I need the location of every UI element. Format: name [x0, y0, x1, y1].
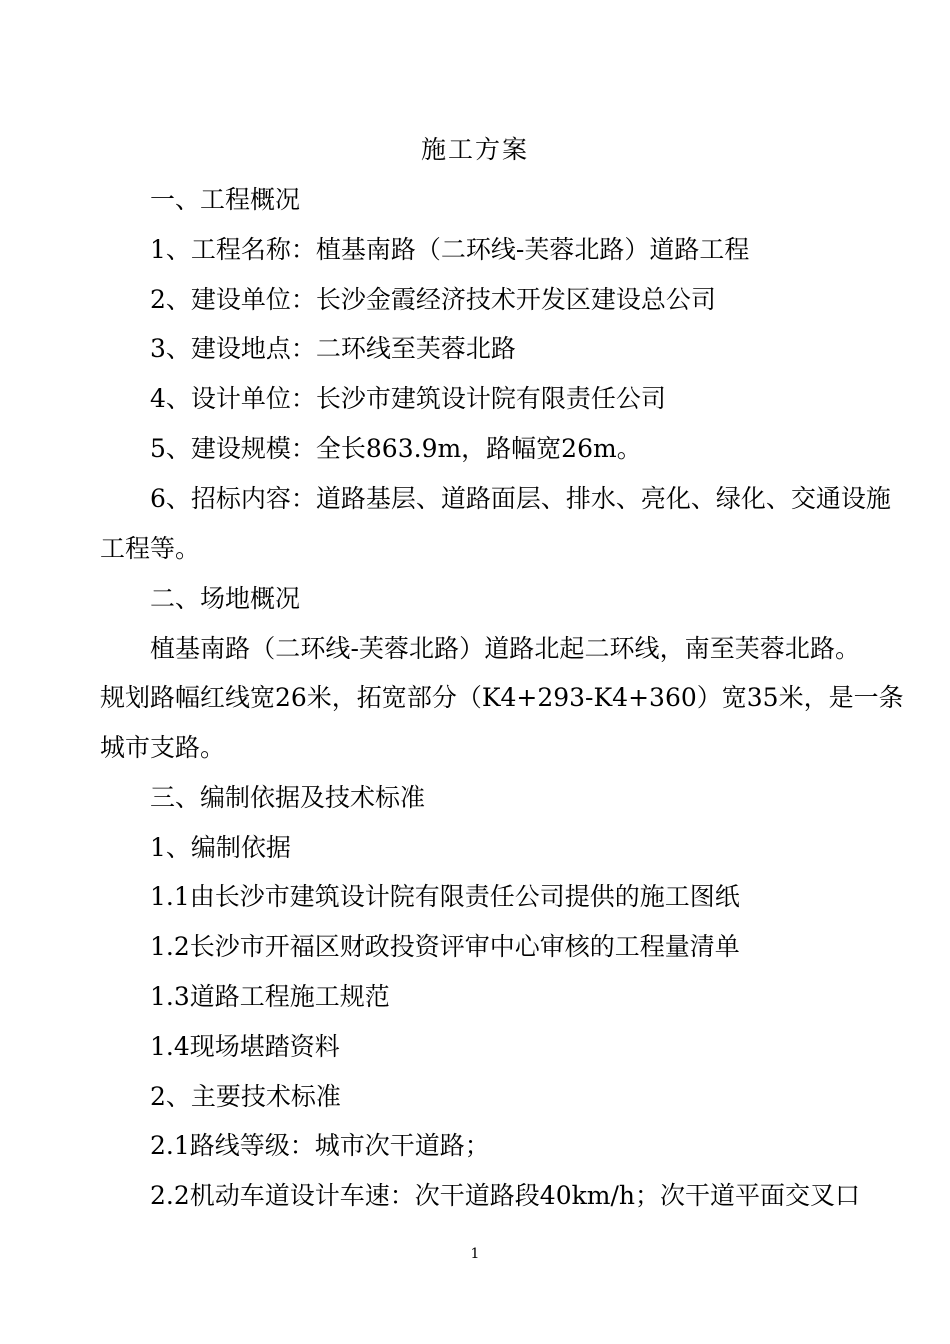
section-heading-site-overview: 二、场地概况 — [150, 584, 301, 613]
design-unit-line: 4、设计单位：长沙市建筑设计院有限责任公司 — [150, 384, 666, 413]
page-number: 1 — [470, 1246, 480, 1262]
section-heading-basis-standards: 三、编制依据及技术标准 — [150, 783, 426, 812]
basis-item-1-4: 1.4现场堪踏资料 — [150, 1032, 340, 1061]
construction-location-line: 3、建设地点：二环线至芙蓉北路 — [150, 334, 516, 363]
basis-item-1-2: 1.2长沙市开福区财政投资评审中心审核的工程量清单 — [150, 932, 740, 961]
standard-item-2-2: 2.2机动车道设计车速：次干道路段40km/h；次干道平面交叉口 — [150, 1181, 860, 1210]
construction-unit-line: 2、建设单位：长沙金霞经济技术开发区建设总公司 — [150, 285, 716, 314]
site-overview-line-1: 植基南路（二环线-芙蓉北路）道路北起二环线，南至芙蓉北路。 — [150, 634, 860, 663]
site-overview-line-2: 规划路幅红线宽26米，拓宽部分（K4+293-K4+360）宽35米，是一条 — [100, 683, 904, 712]
project-name-line: 1、工程名称：植基南路（二环线-芙蓉北路）道路工程 — [150, 235, 750, 264]
document-title: 施工方案 — [420, 135, 529, 164]
site-overview-line-3: 城市支路。 — [100, 733, 226, 762]
section-heading-project-overview: 一、工程概况 — [150, 185, 301, 214]
basis-item-1-1: 1.1由长沙市建筑设计院有限责任公司提供的施工图纸 — [150, 882, 740, 911]
bid-content-continuation: 工程等。 — [100, 534, 201, 563]
standard-item-2-1: 2.1路线等级：城市次干道路； — [150, 1131, 490, 1160]
construction-scale-line: 5、建设规模：全长863.9m，路幅宽26m。 — [150, 434, 642, 463]
bid-content-line: 6、招标内容：道路基层、道路面层、排水、亮化、绿化、交通设施 — [150, 484, 891, 513]
basis-item-1-3: 1.3道路工程施工规范 — [150, 982, 390, 1011]
subheading-technical-standards: 2、主要技术标准 — [150, 1082, 341, 1111]
subheading-compilation-basis: 1、编制依据 — [150, 833, 291, 862]
